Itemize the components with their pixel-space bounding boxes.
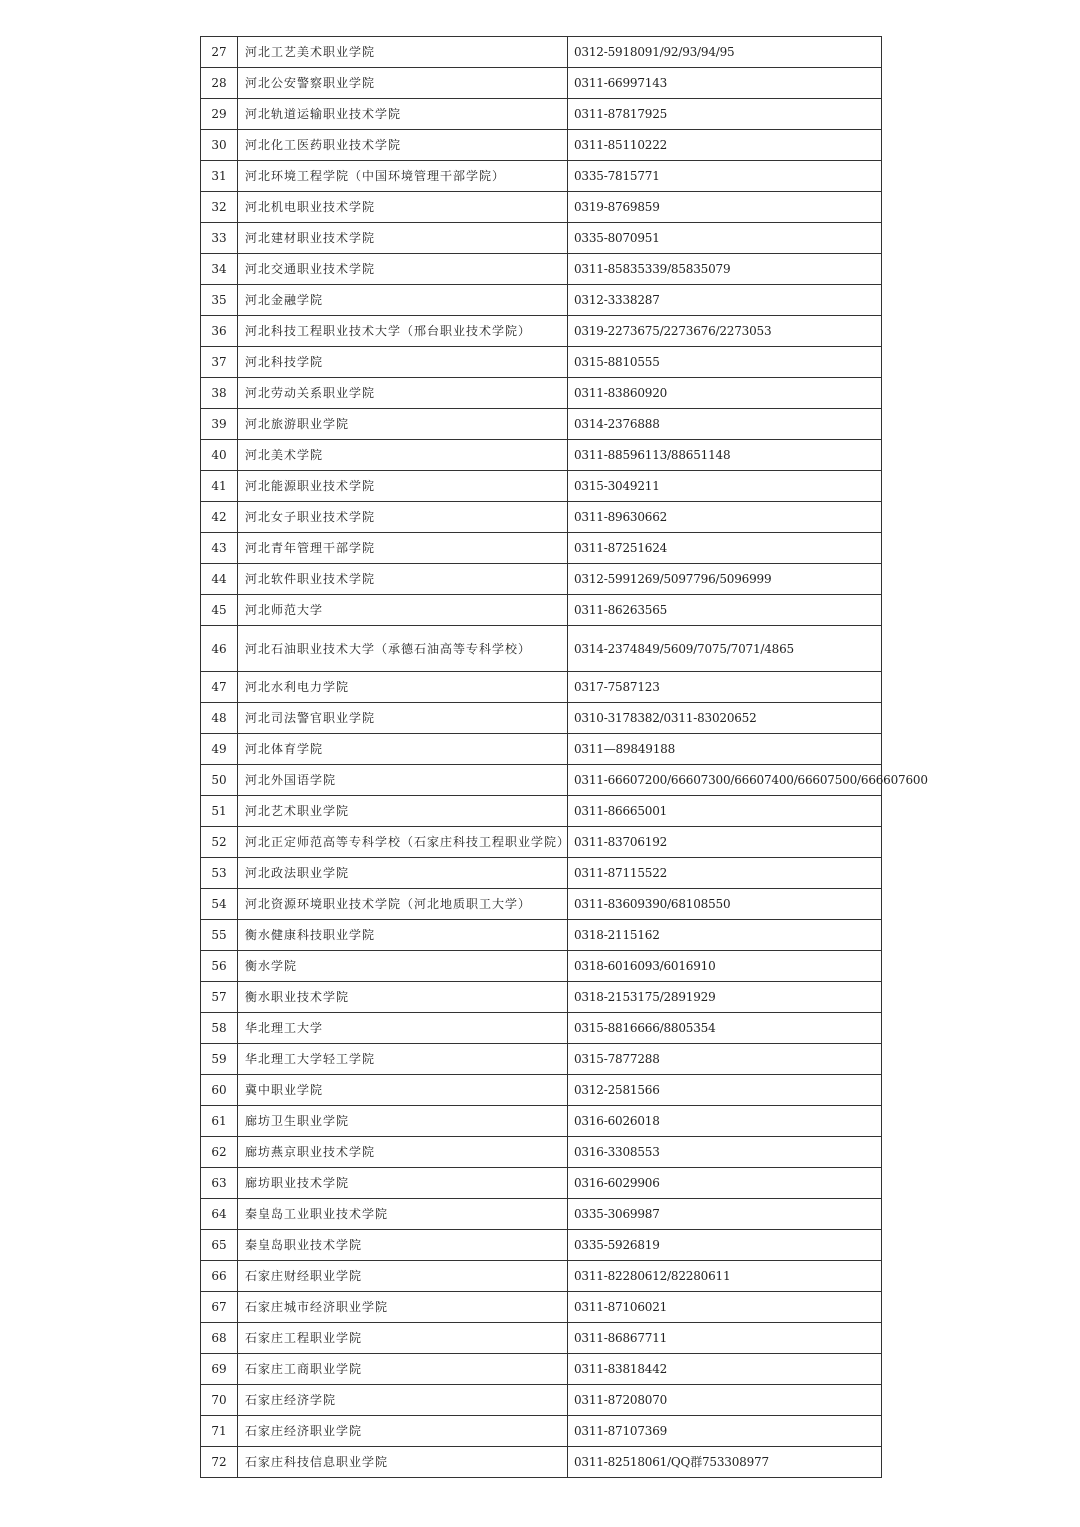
phone-number: 0319-2273675/2273676/2273053 <box>568 316 882 347</box>
row-number: 47 <box>201 672 238 703</box>
phone-number: 0311-83860920 <box>568 378 882 409</box>
phone-number: 0316-6029906 <box>568 1168 882 1199</box>
school-name: 石家庄财经职业学院 <box>238 1261 568 1292</box>
phone-number: 0311-85110222 <box>568 130 882 161</box>
table-row <box>201 1385 882 1416</box>
table-row <box>201 626 882 672</box>
row-number: 34 <box>201 254 238 285</box>
phone-number: 0311-85835339/85835079 <box>568 254 882 285</box>
table-row <box>201 409 882 440</box>
table-row <box>201 440 882 471</box>
school-name: 河北正定师范高等专科学校（石家庄科技工程职业学院） <box>238 827 568 858</box>
table-row <box>201 316 882 347</box>
phone-number: 0318-2115162 <box>568 920 882 951</box>
table-row <box>201 951 882 982</box>
phone-number: 0311-87251624 <box>568 533 882 564</box>
school-name: 石家庄科技信息职业学院 <box>238 1447 568 1478</box>
phone-number: 0316-6026018 <box>568 1106 882 1137</box>
school-name: 秦皇岛工业职业技术学院 <box>238 1199 568 1230</box>
school-name: 河北女子职业技术学院 <box>238 502 568 533</box>
row-number: 41 <box>201 471 238 502</box>
phone-number: 0312-5918091/92/93/94/95 <box>568 37 882 68</box>
phone-number: 0311—89849188 <box>568 734 882 765</box>
row-number: 45 <box>201 595 238 626</box>
row-number: 49 <box>201 734 238 765</box>
row-number: 38 <box>201 378 238 409</box>
phone-number: 0311-83818442 <box>568 1354 882 1385</box>
row-number: 32 <box>201 192 238 223</box>
school-name: 华北理工大学 <box>238 1013 568 1044</box>
table-row <box>201 1323 882 1354</box>
row-number: 30 <box>201 130 238 161</box>
school-name: 石家庄工商职业学院 <box>238 1354 568 1385</box>
row-number: 31 <box>201 161 238 192</box>
row-number: 58 <box>201 1013 238 1044</box>
row-number: 69 <box>201 1354 238 1385</box>
school-name: 河北美术学院 <box>238 440 568 471</box>
table-row <box>201 1044 882 1075</box>
table-row <box>201 858 882 889</box>
table-row <box>201 1447 882 1478</box>
school-name: 石家庄工程职业学院 <box>238 1323 568 1354</box>
school-name: 河北资源环境职业技术学院（河北地质职工大学） <box>238 889 568 920</box>
phone-number: 0311-89630662 <box>568 502 882 533</box>
phone-number: 0317-7587123 <box>568 672 882 703</box>
school-name: 石家庄城市经济职业学院 <box>238 1292 568 1323</box>
table-row <box>201 502 882 533</box>
row-number: 63 <box>201 1168 238 1199</box>
table-row <box>201 827 882 858</box>
table-row <box>201 1168 882 1199</box>
school-name: 河北科技工程职业技术大学（邢台职业技术学院） <box>238 316 568 347</box>
table-row <box>201 1416 882 1447</box>
school-name: 河北司法警官职业学院 <box>238 703 568 734</box>
row-number: 53 <box>201 858 238 889</box>
row-number: 44 <box>201 564 238 595</box>
phone-number: 0312-3338287 <box>568 285 882 316</box>
school-name: 河北水利电力学院 <box>238 672 568 703</box>
table-row <box>201 130 882 161</box>
row-number: 50 <box>201 765 238 796</box>
school-name: 河北环境工程学院（中国环境管理干部学院） <box>238 161 568 192</box>
table-row <box>201 99 882 130</box>
row-number: 70 <box>201 1385 238 1416</box>
table-row <box>201 347 882 378</box>
row-number: 55 <box>201 920 238 951</box>
school-name: 秦皇岛职业技术学院 <box>238 1230 568 1261</box>
school-name: 河北建材职业技术学院 <box>238 223 568 254</box>
school-name: 河北艺术职业学院 <box>238 796 568 827</box>
table-row <box>201 1230 882 1261</box>
school-name: 河北劳动关系职业学院 <box>238 378 568 409</box>
table-row <box>201 765 882 796</box>
phone-number: 0315-3049211 <box>568 471 882 502</box>
table-row <box>201 37 882 68</box>
table-row <box>201 1354 882 1385</box>
row-number: 39 <box>201 409 238 440</box>
school-name: 河北软件职业技术学院 <box>238 564 568 595</box>
phone-number: 0335-7815771 <box>568 161 882 192</box>
phone-number: 0311-87106021 <box>568 1292 882 1323</box>
phone-number: 0316-3308553 <box>568 1137 882 1168</box>
phone-number: 0311-82280612/82280611 <box>568 1261 882 1292</box>
row-number: 52 <box>201 827 238 858</box>
row-number: 43 <box>201 533 238 564</box>
row-number: 66 <box>201 1261 238 1292</box>
row-number: 61 <box>201 1106 238 1137</box>
table-row <box>201 920 882 951</box>
phone-number: 0311-86263565 <box>568 595 882 626</box>
school-name: 河北旅游职业学院 <box>238 409 568 440</box>
row-number: 71 <box>201 1416 238 1447</box>
school-name: 河北青年管理干部学院 <box>238 533 568 564</box>
table-row <box>201 378 882 409</box>
row-number: 51 <box>201 796 238 827</box>
phone-number: 0318-6016093/6016910 <box>568 951 882 982</box>
table-row <box>201 672 882 703</box>
phone-number: 0315-7877288 <box>568 1044 882 1075</box>
school-name: 衡水学院 <box>238 951 568 982</box>
phone-number: 0311-66997143 <box>568 68 882 99</box>
row-number: 48 <box>201 703 238 734</box>
phone-number: 0311-87208070 <box>568 1385 882 1416</box>
phone-number: 0315-8816666/8805354 <box>568 1013 882 1044</box>
table-row <box>201 595 882 626</box>
school-name: 河北轨道运输职业技术学院 <box>238 99 568 130</box>
row-number: 35 <box>201 285 238 316</box>
row-number: 54 <box>201 889 238 920</box>
school-name: 河北公安警察职业学院 <box>238 68 568 99</box>
school-name: 河北师范大学 <box>238 595 568 626</box>
row-number: 67 <box>201 1292 238 1323</box>
school-name: 河北体育学院 <box>238 734 568 765</box>
phone-number: 0315-8810555 <box>568 347 882 378</box>
phone-number: 0335-3069987 <box>568 1199 882 1230</box>
row-number: 68 <box>201 1323 238 1354</box>
row-number: 62 <box>201 1137 238 1168</box>
table-row <box>201 192 882 223</box>
table-row <box>201 161 882 192</box>
phone-number: 0311-83609390/68108550 <box>568 889 882 920</box>
row-number: 56 <box>201 951 238 982</box>
phone-number: 0319-8769859 <box>568 192 882 223</box>
phone-number: 0311-88596113/88651148 <box>568 440 882 471</box>
phone-number: 0311-87817925 <box>568 99 882 130</box>
school-name: 河北工艺美术职业学院 <box>238 37 568 68</box>
phone-number: 0335-5926819 <box>568 1230 882 1261</box>
school-name: 河北金融学院 <box>238 285 568 316</box>
school-contact-table <box>200 36 928 1478</box>
phone-number: 0311-66607200/66607300/66607400/66607500/666607600 <box>568 765 882 796</box>
row-number: 27 <box>201 37 238 68</box>
school-name: 衡水健康科技职业学院 <box>238 920 568 951</box>
school-name: 衡水职业技术学院 <box>238 982 568 1013</box>
table-body <box>201 37 928 1478</box>
school-name: 华北理工大学轻工学院 <box>238 1044 568 1075</box>
row-number: 64 <box>201 1199 238 1230</box>
row-number: 57 <box>201 982 238 1013</box>
row-number: 46 <box>201 626 238 672</box>
school-name: 河北化工医药职业技术学院 <box>238 130 568 161</box>
row-number: 40 <box>201 440 238 471</box>
table-row <box>201 1292 882 1323</box>
school-name: 河北石油职业技术大学（承德石油高等专科学校） <box>238 626 568 672</box>
phone-number: 0311-87115522 <box>568 858 882 889</box>
phone-number: 0311-86867711 <box>568 1323 882 1354</box>
phone-number: 0310-3178382/0311-83020652 <box>568 703 882 734</box>
school-name: 河北交通职业技术学院 <box>238 254 568 285</box>
table-row <box>201 68 882 99</box>
row-number: 72 <box>201 1447 238 1478</box>
school-name: 廊坊燕京职业技术学院 <box>238 1137 568 1168</box>
phone-number: 0311-82518061/QQ群753308977 <box>568 1447 882 1478</box>
row-number: 59 <box>201 1044 238 1075</box>
row-number: 36 <box>201 316 238 347</box>
table-row <box>201 1261 882 1292</box>
school-name: 河北机电职业技术学院 <box>238 192 568 223</box>
table-row <box>201 533 882 564</box>
table-row <box>201 703 882 734</box>
table-row <box>201 1013 882 1044</box>
school-name: 廊坊卫生职业学院 <box>238 1106 568 1137</box>
phone-number: 0311-87107369 <box>568 1416 882 1447</box>
row-number: 33 <box>201 223 238 254</box>
school-name: 河北外国语学院 <box>238 765 568 796</box>
row-number: 29 <box>201 99 238 130</box>
phone-number: 0312-5991269/5097796/5096999 <box>568 564 882 595</box>
school-name: 河北科技学院 <box>238 347 568 378</box>
phone-number: 0312-2581566 <box>568 1075 882 1106</box>
phone-number: 0314-2374849/5609/7075/7071/4865 <box>568 626 882 672</box>
school-name: 河北能源职业技术学院 <box>238 471 568 502</box>
table-row <box>201 796 882 827</box>
table-row <box>201 1106 882 1137</box>
table-row <box>201 1199 882 1230</box>
table-row <box>201 471 882 502</box>
table-row <box>201 254 882 285</box>
row-number: 65 <box>201 1230 238 1261</box>
contact-table-page <box>200 36 928 1478</box>
table-row <box>201 734 882 765</box>
table-row <box>201 1137 882 1168</box>
school-name: 廊坊职业技术学院 <box>238 1168 568 1199</box>
phone-number: 0311-86665001 <box>568 796 882 827</box>
table-row <box>201 889 882 920</box>
school-name: 冀中职业学院 <box>238 1075 568 1106</box>
table-row <box>201 982 882 1013</box>
table-row <box>201 285 882 316</box>
row-number: 28 <box>201 68 238 99</box>
table-row <box>201 564 882 595</box>
row-number: 37 <box>201 347 238 378</box>
phone-number: 0314-2376888 <box>568 409 882 440</box>
phone-number: 0318-2153175/2891929 <box>568 982 882 1013</box>
table-row <box>201 1075 882 1106</box>
phone-number: 0335-8070951 <box>568 223 882 254</box>
phone-number: 0311-83706192 <box>568 827 882 858</box>
school-name: 石家庄经济学院 <box>238 1385 568 1416</box>
table-row <box>201 223 882 254</box>
row-number: 60 <box>201 1075 238 1106</box>
school-name: 河北政法职业学院 <box>238 858 568 889</box>
school-name: 石家庄经济职业学院 <box>238 1416 568 1447</box>
row-number: 42 <box>201 502 238 533</box>
